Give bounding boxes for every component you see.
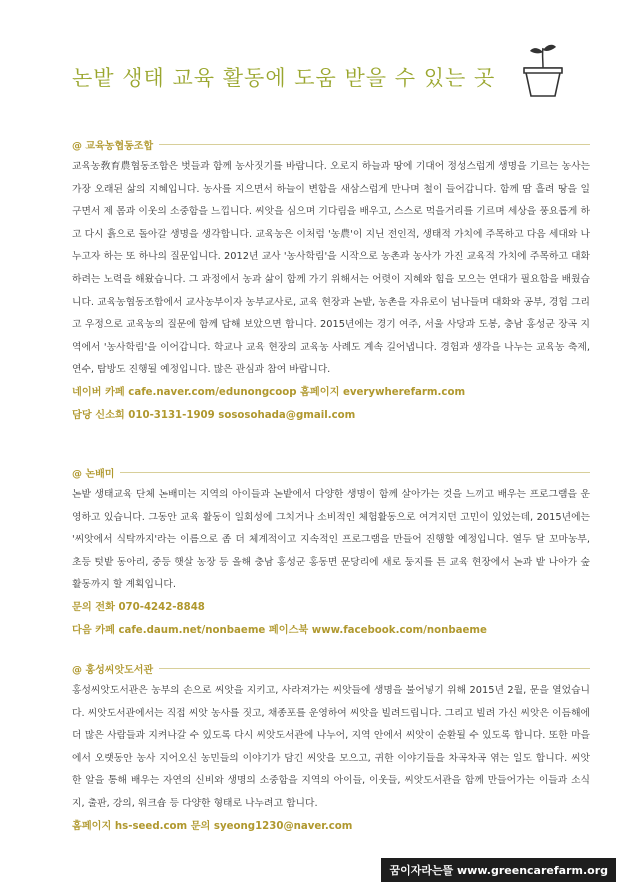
section-body: 논밭 생태교육 단체 논배미는 지역의 아이들과 논밭에서 다양한 생명이 함께 살아가는 것을 느끼고 배우는 프로그램을 운영하고 있습니다. 그동안 교육 활동이 일회성에 그치거나 소비적인 체험활동으로 여겨지던 고민이 있었는데, 2015년에는 '씨앗에서 식탁까지'라는 이름으로 좀 더 체계적이고 지속적인 프로그램을 만들어 진행할 예정입니다. 열두 달 꼬마농부, 초등 텃밭 동아리, 중등 햇살 농장 등 올해 충남 홍성군 홍동면 문당리에 새로 둥지를 튼 교육 현장에서 논과 밭 나아가 숲 활동까지 할 계획입니다.: [72, 489, 590, 591]
section-body: 교육농敎育農협동조합은 벗들과 함께 농사짓기를 바랍니다. 오로지 하늘과 땅에 기대어 정성스럽게 생명을 기르는 농사는 가장 오래된 삶의 지혜입니다. 농사를 지으면서 하늘이 변함을 새삼스럽게 만나며 철이 들어갑니다. 함께 땀 흘려 땅을 일구면서 제 몸과 이웃의 소중함을 느낍니다. 씨앗을 심으며 기다림을 배우고, 스스로 먹을거리를 기르며 세상을 풍요롭게 하고 다시 흙으로 돌아갈 생명을 생각합니다. 교육농은 이처럼 '농農'이 지닌 전인적, 생태적 가치에 주목하고 다음 세대와 나누고자 하는 또 하나의 질문입니다. 2012년 교사 '농사학림'을 시작으로 농촌과 농사가 가진 교육적 가치에 주목하고 대화하려는 노력을 해왔습니다. 그 과정에서 농과 삶이 함께 가기 위해서는 어렷이 지혜와 힘을 모으는 연대가 필요함을 배웠습니다. 교육농협동조합에서 교사농부이자 농부교사로, 교육 현장과 논밭, 농촌을 자유로이 넘나들며 대화와 공부, 경험 그리고 우정으로 교육농의 질문에 함께 답해 보았으면 합니다. 2015년에는 경기 여주, 서울 사당과 도봉, 충남 홍성군 장곡 지역에서 '농사학림'을 이어갑니다. 학교나 교육 현장의 교육농 사례도 계속 길어냅니다. 경험과 생각을 나누는 교육농 축제, 연수, 탐방도 진행될 예정입니다. 많은 관심과 참여 바랍니다.: [72, 161, 590, 376]
section-heading: @ 논배미: [72, 464, 590, 480]
page-title: 논밭 생태 교육 활동에 도움 받을 수 있는 곳: [72, 66, 496, 90]
contact-line[interactable]: 문의 전화 070-4242-8848: [72, 601, 205, 613]
contact-line[interactable]: 다음 카페 cafe.daum.net/nonbaeme 페이스북 www.facebook.com/nonbaeme: [72, 624, 487, 636]
seedling-pot-icon: [520, 38, 566, 98]
section-nonbaeme: [72, 464, 590, 642]
contact-line[interactable]: 네이버 카페 cafe.naver.com/edunongcoop 홈페이지 everywherefarm.com: [72, 386, 466, 398]
section-edunong: [72, 136, 590, 427]
contact-line[interactable]: 담당 신소희 010-3131-1909 sososohada@gmail.com: [72, 409, 356, 421]
section-heading: @ 홍성씨앗도서관: [72, 660, 590, 676]
contact-line[interactable]: 홈페이지 hs-seed.com 문의 syeong1230@naver.com: [72, 820, 353, 832]
section-hs-seed: [72, 660, 590, 838]
section-heading: @ 교육농협동조합: [72, 136, 590, 152]
section-body: 홍성씨앗도서관은 농부의 손으로 씨앗을 지키고, 사라져가는 씨앗들에 생명을 불어넣기 위해 2015년 2월, 문을 열었습니다. 씨앗도서관에서는 직접 씨앗 농사를 짓고, 채종포를 운영하여 씨앗을 빌려드립니다. 그리고 빌려 가신 씨앗은 이듬해에 더 많은 사람들과 지켜나갈 수 있도록 다시 씨앗도서관에 나누어, 지역 안에서 씨앗이 순환될 수 있도록 합니다. 또한 마을에서 오랫동안 농사 지어오신 농민들의 이야기가 담긴 씨앗을 모으고, 귀한 이야기들을 차곡차곡 엮는 일도 합니다. 씨앗 한 알을 통해 배우는 자연의 신비와 생명의 소중함을 지역의 아이들, 이웃들, 씨앗도서관을 함께 만들어가는 이들과 소식지, 출판, 강의, 워크숍 등 다양한 형태로 나누려고 합니다.: [72, 685, 590, 809]
footer-banner: 꿈이자라는뜰 www.greencarefarm.org: [381, 858, 616, 882]
